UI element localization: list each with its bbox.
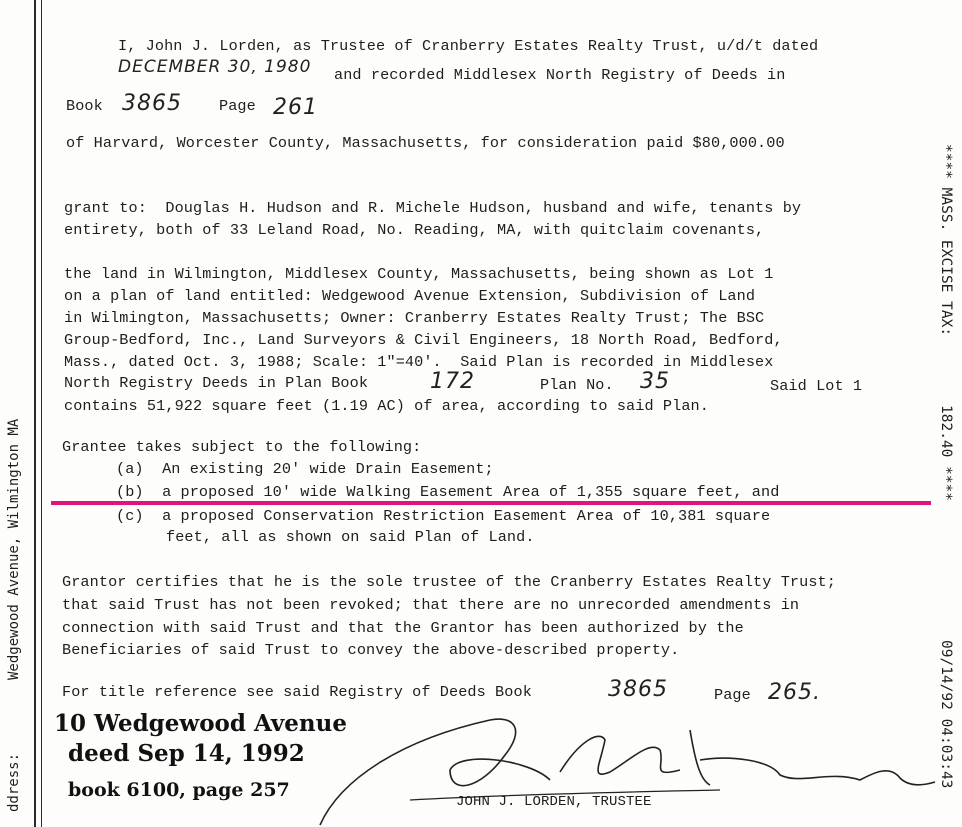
land-line-6c: Said Lot 1 xyxy=(770,377,863,395)
land-line-6b: Plan No. xyxy=(540,376,614,394)
page-handwritten: 261 xyxy=(273,95,318,120)
certify-line-2: that said Trust has not been revoked; that there are no unrecorded amendments in xyxy=(62,596,800,614)
land-line-4: Group-Bedford, Inc., Land Surveyors & Civil Engineers, 18 North Road, Bedford, xyxy=(64,331,783,349)
excise-amount-vertical: 182.40 **** xyxy=(938,405,954,502)
signer-name: JOHN J. LORDEN, TRUSTEE xyxy=(456,794,652,810)
address-value-vertical: Wedgewood Avenue, Wilmington MA xyxy=(6,418,22,680)
left-margin-rule-inner xyxy=(41,0,42,827)
land-line-5: Mass., dated Oct. 3, 1988; Scale: 1"=40'. Said Plan is recorded in Middlesex xyxy=(64,353,774,371)
caption-deed-date: deed Sep 14, 1992 xyxy=(68,740,305,767)
book-label: Book xyxy=(66,97,103,115)
left-margin-rule xyxy=(34,0,36,827)
easement-item-c-line-2: feet, all as shown on said Plan of Land. xyxy=(166,528,535,546)
plan-book-handwritten: 172 xyxy=(430,369,475,394)
highlight-underline xyxy=(51,501,931,505)
grant-line-1: grant to: Douglas H. Hudson and R. Michele Hudson, husband and wife, tenants by xyxy=(64,199,802,217)
book-handwritten: 3865 xyxy=(122,91,182,116)
page-label: Page xyxy=(219,97,256,115)
caption-address: 10 Wedgewood Avenue xyxy=(54,710,347,737)
land-line-6a: North Registry Deeds in Plan Book xyxy=(64,374,369,392)
plan-no-handwritten: 35 xyxy=(640,369,670,394)
certify-line-4: Beneficiaries of said Trust to convey the above-described property. xyxy=(62,641,680,659)
address-label-vertical: ddress: xyxy=(6,752,22,812)
excise-tax-vertical: **** MASS. EXCISE TAX: xyxy=(938,144,954,337)
subject-heading: Grantee takes subject to the following: xyxy=(62,438,422,456)
easement-item-c-line-1: (c) a proposed Conservation Restriction Easement Area of 10,381 square xyxy=(116,507,771,525)
land-line-1: the land in Wilmington, Middlesex County, Massachusetts, being shown as Lot 1 xyxy=(64,265,774,283)
recording-stamp-vertical: 09/14/92 04:03:43 xyxy=(938,640,954,789)
dated-handwritten: DECEMBER 30, 1980 xyxy=(118,57,312,77)
certify-line-1: Grantor certifies that he is the sole trustee of the Cranberry Estates Realty Trust; xyxy=(62,573,836,591)
title-page-handwritten: 265. xyxy=(768,680,821,705)
land-line-3: in Wilmington, Massachusetts; Owner: Cranberry Estates Realty Trust; The BSC xyxy=(64,309,765,327)
deed-line-1: I, John J. Lorden, as Trustee of Cranberry Estates Realty Trust, u/d/t dated xyxy=(118,37,819,55)
easement-item-a: (a) An existing 20' wide Drain Easement; xyxy=(116,460,494,478)
certify-line-3: connection with said Trust and that the Grantor has been authorized by the xyxy=(62,619,744,637)
deed-line-2: and recorded Middlesex North Registry of Deeds in xyxy=(334,66,786,84)
land-line-7: contains 51,922 square feet (1.19 AC) of area, according to said Plan. xyxy=(64,397,709,415)
deed-line-consideration: of Harvard, Worcester County, Massachusetts, for consideration paid $80,000.00 xyxy=(66,134,785,152)
title-book-handwritten: 3865 xyxy=(608,677,668,702)
land-line-2: on a plan of land entitled: Wedgewood Avenue Extension, Subdivision of Land xyxy=(64,287,756,305)
grant-line-2: entirety, both of 33 Leland Road, No. Reading, MA, with quitclaim covenants, xyxy=(64,221,765,239)
caption-book-page: book 6100, page 257 xyxy=(68,779,290,801)
easement-item-b: (b) a proposed 10' wide Walking Easement Area of 1,355 square feet, and xyxy=(116,483,780,501)
title-page-label: Page xyxy=(714,686,751,704)
title-reference: For title reference see said Registry of Deeds Book xyxy=(62,683,532,701)
